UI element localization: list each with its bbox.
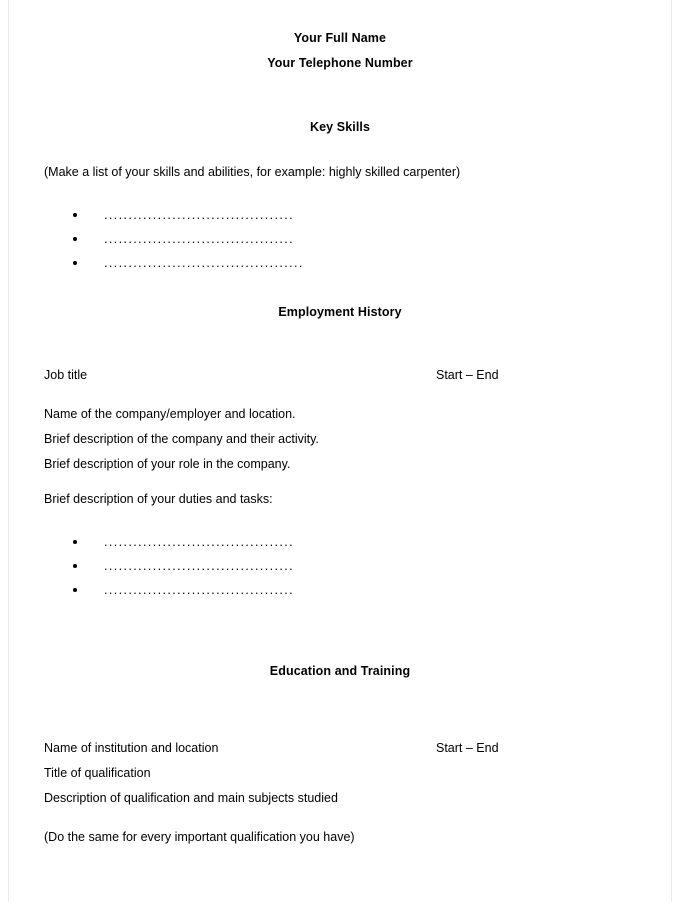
employment-title-row xyxy=(44,363,636,388)
education-institution-row xyxy=(44,736,636,761)
key-skills-bullet-list xyxy=(44,203,636,275)
dotted-line: ....................................... xyxy=(104,208,295,222)
telephone-number-line: Your Telephone Number xyxy=(267,56,413,70)
section-heading-employment-history: Employment History xyxy=(278,305,402,319)
list-item xyxy=(44,227,636,251)
job-title-label: Job title xyxy=(44,368,88,382)
employment-role-description-line: Brief description of your role in the company. xyxy=(44,457,291,471)
bullet-dot-icon xyxy=(73,213,77,217)
section-heading-key-skills: Key Skills xyxy=(309,120,371,134)
bullet-dot-icon xyxy=(73,237,77,241)
list-item xyxy=(44,251,636,275)
employment-duties-label: Brief description of your duties and tasks: xyxy=(44,492,273,506)
employment-company-description-line: Brief description of the company and their activity. xyxy=(44,432,319,446)
bullet-dot-icon xyxy=(73,588,77,592)
full-name-line: Your Full Name xyxy=(293,31,387,45)
list-item xyxy=(44,530,636,554)
qualification-title-line: Title of qualification xyxy=(44,766,151,780)
employment-company-line: Name of the company/employer and location. xyxy=(44,407,296,421)
education-note: (Do the same for every important qualification you have) xyxy=(44,830,355,844)
bullet-dot-icon xyxy=(73,261,77,265)
job-dates-label: Start – End xyxy=(436,368,499,382)
key-skills-intro: (Make a list of your skills and abilities, for example: highly skilled carpenter) xyxy=(44,165,461,179)
list-item xyxy=(44,578,636,602)
dotted-line: ....................................... xyxy=(104,535,295,549)
dotted-line: ....................................... xyxy=(104,232,295,246)
dotted-line: ....................................... xyxy=(104,559,295,573)
dotted-line: ....................................... xyxy=(104,583,295,597)
section-heading-education-and-training: Education and Training xyxy=(269,664,411,678)
page-right-margin xyxy=(671,0,680,902)
qualification-description-line: Description of qualification and main subjects studied xyxy=(44,791,338,805)
document-header xyxy=(44,26,636,76)
list-item xyxy=(44,554,636,578)
bullet-dot-icon xyxy=(73,564,77,568)
dotted-line: ......................................... xyxy=(104,256,304,270)
document-body xyxy=(44,26,636,850)
institution-label: Name of institution and location xyxy=(44,741,219,755)
bullet-dot-icon xyxy=(73,540,77,544)
list-item xyxy=(44,203,636,227)
institution-dates-label: Start – End xyxy=(436,741,499,755)
employment-duties-bullet-list xyxy=(44,530,636,602)
page-left-margin xyxy=(0,0,9,902)
